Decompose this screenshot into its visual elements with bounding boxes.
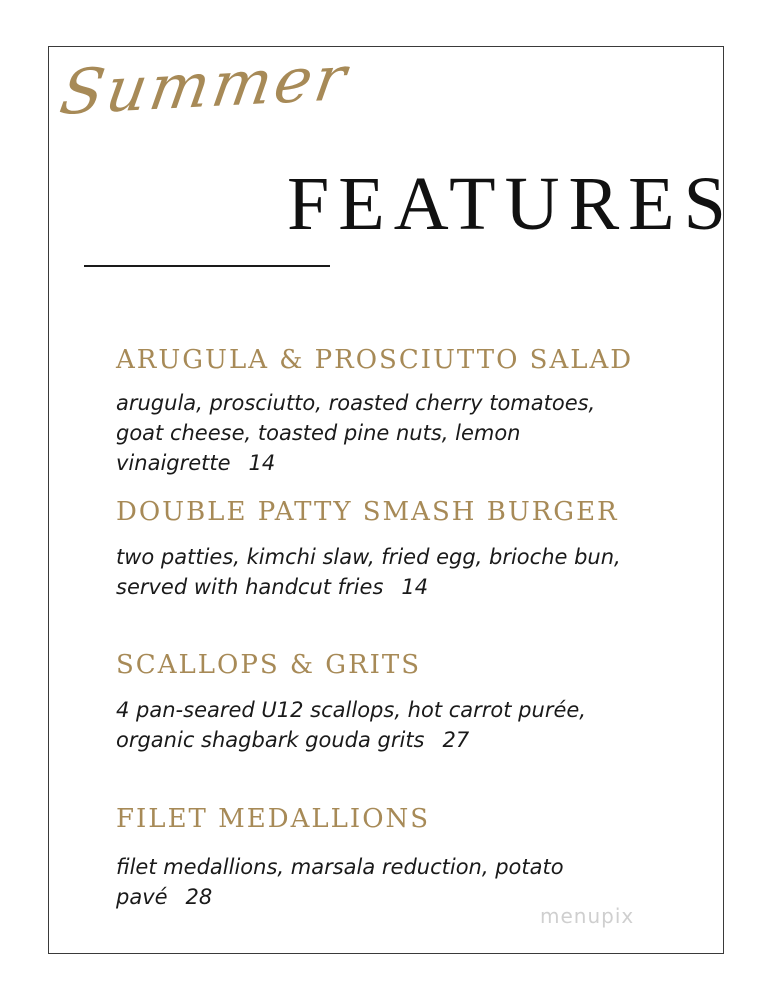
description-line: arugula, prosciutto, roasted cherry tomatoes, xyxy=(116,391,596,415)
menu-item-price: 28 xyxy=(185,885,213,909)
description-line: filet medallions, marsala reduction, potato xyxy=(116,855,564,879)
title-divider xyxy=(84,265,330,267)
menu-item-price: 14 xyxy=(401,575,429,599)
description-line: goat cheese, toasted pine nuts, lemon xyxy=(116,421,521,445)
menu-item-name: DOUBLE PATTY SMASH BURGER xyxy=(116,497,619,527)
description-line-text: organic shagbark gouda grits xyxy=(116,728,425,752)
menu-item-price: 14 xyxy=(248,451,276,475)
description-line: 4 pan-seared U12 scallops, hot carrot purée, xyxy=(116,698,586,722)
description-line: two patties, kimchi slaw, fried egg, brioche bun, xyxy=(116,545,621,569)
watermark-logo: menupix xyxy=(540,904,635,928)
menu-item-description xyxy=(116,852,564,912)
menu-item-price: 27 xyxy=(442,728,470,752)
menu-item-description xyxy=(116,542,621,602)
menu-item-name: ARUGULA & PROSCIUTTO SALAD xyxy=(116,345,634,375)
description-line xyxy=(116,572,621,602)
description-line-text: pavé xyxy=(116,885,168,909)
script-title: Summer xyxy=(55,41,354,129)
description-line xyxy=(116,882,564,912)
menu-item-name: SCALLOPS & GRITS xyxy=(116,650,422,680)
menu-item-name: FILET MEDALLIONS xyxy=(116,804,431,834)
description-line xyxy=(116,448,595,478)
page-title: FEATURES xyxy=(287,162,735,246)
description-line xyxy=(116,725,586,755)
menu-item-description xyxy=(116,695,586,755)
description-line-text: served with handcut fries xyxy=(116,575,384,599)
menu-item-description xyxy=(116,388,595,478)
description-line-text: vinaigrette xyxy=(116,451,231,475)
